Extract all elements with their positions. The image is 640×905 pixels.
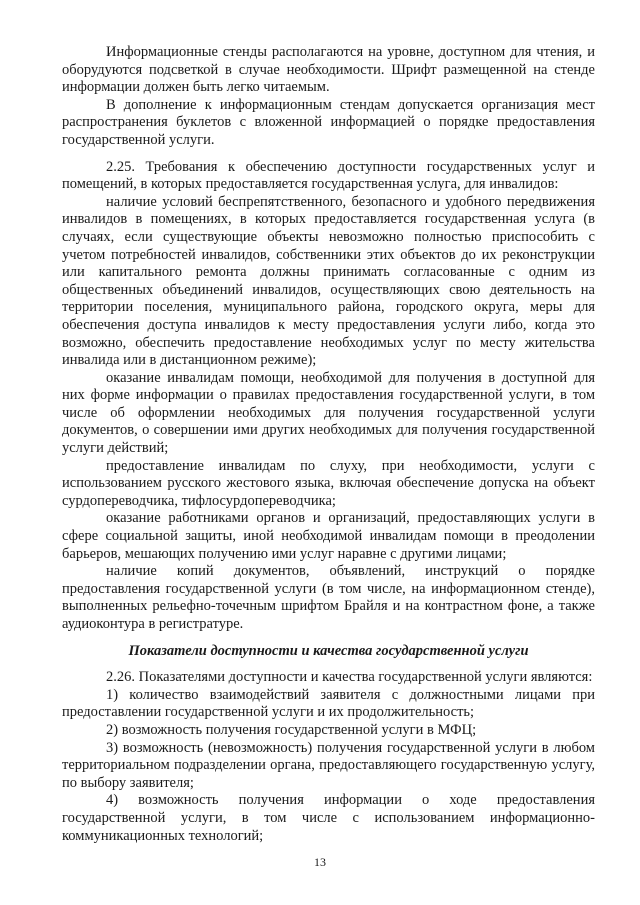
paragraph-info-stands: Информационные стенды располагаются на уровне, доступном для чтения, и оборудуются подсветкой в случае необходимости. Шрифт размещенной на стенде информации должен быть легко читаемым. — [62, 44, 595, 96]
section-2-26-item: 2) возможность получения государственной услуги в МФЦ; — [106, 721, 477, 738]
section-2-25-item: предоставление инвалидам по слуху, при необходимости, услуги с использованием русского жестового языка, включая обеспечение допуска на объект сурдопереводчика, тифлосурдопереводчика; — [62, 457, 595, 509]
section-2-25-item: оказание инвалидам помощи, необходимой для получения в доступной для них форме информации о правилах предоставления государственной услуги, в том числе об оформлении необходимых для получения государственной услуги документов, о совершении ими других необходимых для получения государственной услуги действий; — [62, 369, 595, 457]
section-2-25-intro: 2.25. Требования к обеспечению доступности государственных услуг и помещений, в которых предоставляется государственная услуга, для инвалидов: — [62, 158, 595, 193]
section-2-25-item: наличие условий беспрепятственного, безопасного и удобного передвижения инвалидов в помещениях, в которых предоставляется государственная услуга (в случаях, если существующие объекты невозможно полностью приспособить с учетом потребностей инвалидов, собственники этих объектов до их реконструкции или капитального ремонта должны принимать согласованные с одним из общественных объединений инвалидов, осуществляющих свою деятельность на территории поселения, муниципального района, городского округа, меры для обеспечения доступа инвалидов к месту предоставления услуги либо, когда это возможно, обеспечить предоставление необходимых услуг по месту жительства инвалида или в дистанционном режиме); — [62, 193, 595, 369]
section-2-26-item: 1) количество взаимодействий заявителя с должностными лицами при предоставлении государственной услуги и их продолжительность; — [62, 686, 595, 721]
section-2-26-item: 4) возможность получения информации о ходе предоставления государственной услуги, в том числе с использованием информационно-коммуникационных технологий; — [62, 792, 595, 844]
section-heading: Показатели доступности и качества государственной услуги — [128, 642, 529, 659]
page-number: 13 — [314, 855, 326, 869]
paragraph-booklets: В дополнение к информационным стендам допускается организация мест распространения буклетов с вложенной информацией о порядке предоставления государственной услуги. — [62, 96, 595, 148]
section-2-26-item: 3) возможность (невозможность) получения государственной услуги в любом территориальном подразделении органа, предоставляющего государственную услугу, по выбору заявителя; — [62, 739, 595, 791]
section-2-26-intro: 2.26. Показателями доступности и качества государственной услуги являются: — [106, 669, 593, 686]
section-2-25-item: наличие копий документов, объявлений, инструкций о порядке предоставления государственной услуги (в том числе, на информационном стенде), выполненных рельефно-точечным шрифтом Брайля и на контрастном фоне, а также аудиоконтура в регистратуре. — [62, 563, 595, 632]
document-page — [62, 44, 595, 845]
section-2-25-item: оказание работниками органов и организаций, предоставляющих услуги в сфере социальной защиты, иной необходимой инвалидам помощи в преодолении барьеров, мешающих получению ими услуг наравне с другими лицами; — [62, 510, 595, 562]
